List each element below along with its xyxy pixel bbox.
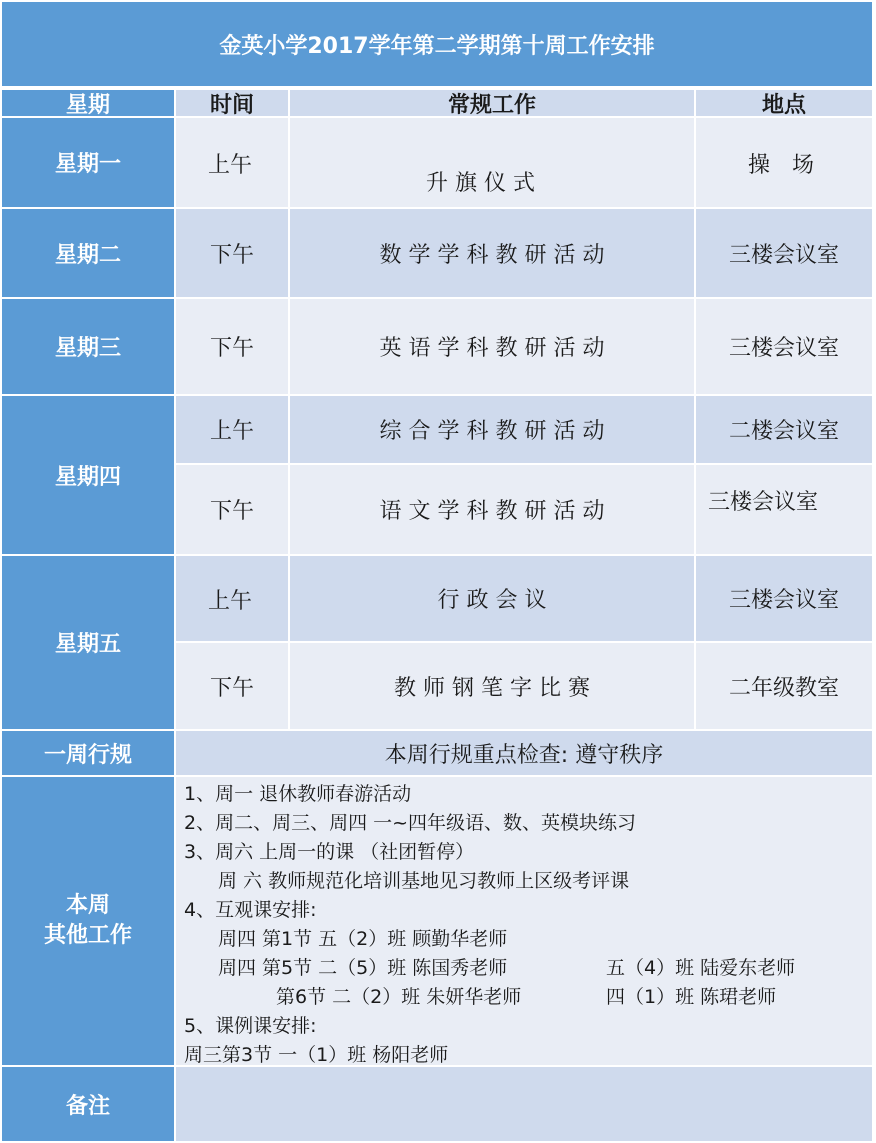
work-label: 英 语 学 科 教 研 活 动 [379,336,605,361]
place-label: 二楼会议室 [728,419,839,444]
work-label: 数 学 学 科 教 研 活 动 [379,242,605,268]
time-cell [176,643,288,729]
day-label: 星期五 [54,632,121,657]
time-cell [176,209,288,297]
other-work-line: 周三第3节 一（1）班 杨阳老师 [184,1044,449,1066]
place-label: 三楼会议室 [728,336,839,361]
place-cell [696,396,872,463]
header-work [290,90,694,116]
work-cell [290,299,694,394]
work-label: 行 政 会 议 [437,588,547,613]
other-work-line: 四（1）班 陈珺老师 [606,986,777,1008]
other-work-line: 3、周六 上周一的课 （社团暂停） [184,841,475,863]
day-label: 星期一 [54,152,121,177]
time-label: 上午 [208,153,253,178]
other-work-content [176,777,872,1065]
day-cell-monday [2,118,174,207]
day-label: 星期四 [54,464,121,490]
place-label: 三楼会议室 [728,588,839,613]
work-cell [290,465,694,554]
other-work-line: 4、互观课安排: [184,899,317,921]
place-label: 操 场 [748,153,815,178]
header-day-label: 星期 [65,92,110,118]
work-label: 教 师 钢 笔 字 比 赛 [394,675,590,701]
time-label: 下午 [209,499,254,524]
remarks-label: 备注 [65,1093,110,1119]
place-label: 三楼会议室 [708,490,819,515]
work-cell [290,396,694,463]
time-cell [176,118,288,207]
header-place-label: 地点 [761,92,806,118]
header-time [176,90,288,116]
weekly-rule-label-cell [2,731,174,775]
time-label: 上午 [209,419,254,444]
other-work-line: 周 六 教师规范化培训基地见习教师上区级考评课 [218,870,630,892]
work-cell [290,556,694,641]
day-cell-friday [2,556,174,729]
place-label: 三楼会议室 [728,242,839,268]
place-cell [696,118,872,207]
other-work-label-cell [2,777,174,1065]
time-label: 下午 [209,242,254,268]
weekly-rule-text-cell [176,731,872,775]
header-day [2,90,174,116]
time-cell [176,465,288,554]
weekly-rule-text: 本周行规重点检查: 遵守秩序 [384,742,664,768]
day-label: 星期三 [54,336,121,361]
page-title [2,2,872,86]
work-label: 语 文 学 科 教 研 活 动 [379,499,605,524]
day-label: 星期二 [54,242,121,268]
other-work-label-line2: 其他工作 [43,923,132,948]
place-cell [696,556,872,641]
work-label: 升 旗 仪 式 [426,171,535,196]
time-label: 下午 [209,336,254,361]
work-cell [290,209,694,297]
work-cell [290,643,694,729]
page-title-text: 金英小学2017学年第二学期第十周工作安排 [219,33,655,59]
day-cell-tuesday [2,209,174,297]
day-cell-wednesday [2,299,174,394]
header-place [696,90,872,116]
time-cell [176,396,288,463]
place-cell [696,299,872,394]
work-cell [290,118,694,207]
time-cell [176,556,288,641]
place-label: 二年级教室 [728,675,839,701]
place-cell [696,465,872,554]
weekly-rule-label: 一周行规 [43,742,132,768]
other-work-line: 五（4）班 陆爱东老师 [606,957,796,979]
place-cell [696,643,872,729]
remarks-label-cell [2,1067,174,1141]
other-work-line: 周四 第5节 二（5）班 陈国秀老师 [218,957,508,979]
other-work-label-line1: 本周 [65,893,110,918]
place-cell [696,209,872,297]
time-label: 上午 [208,589,253,614]
work-label: 综 合 学 科 教 研 活 动 [379,419,605,444]
time-label: 下午 [209,675,254,701]
header-work-label: 常规工作 [447,92,536,118]
other-work-line: 2、周二、周三、周四 一~四年级语、数、英模块练习 [184,812,637,834]
other-work-line: 5、课例课安排: [184,1015,317,1037]
other-work-line: 周四 第1节 五（2）班 顾勤华老师 [218,928,508,950]
other-work-line: 第6节 二（2）班 朱妍华老师 [276,986,522,1008]
header-time-label: 时间 [209,92,254,118]
day-cell-thursday [2,396,174,554]
other-work-line: 1、周一 退休教师春游活动 [184,783,412,805]
time-cell [176,299,288,394]
remarks-content [176,1067,872,1141]
